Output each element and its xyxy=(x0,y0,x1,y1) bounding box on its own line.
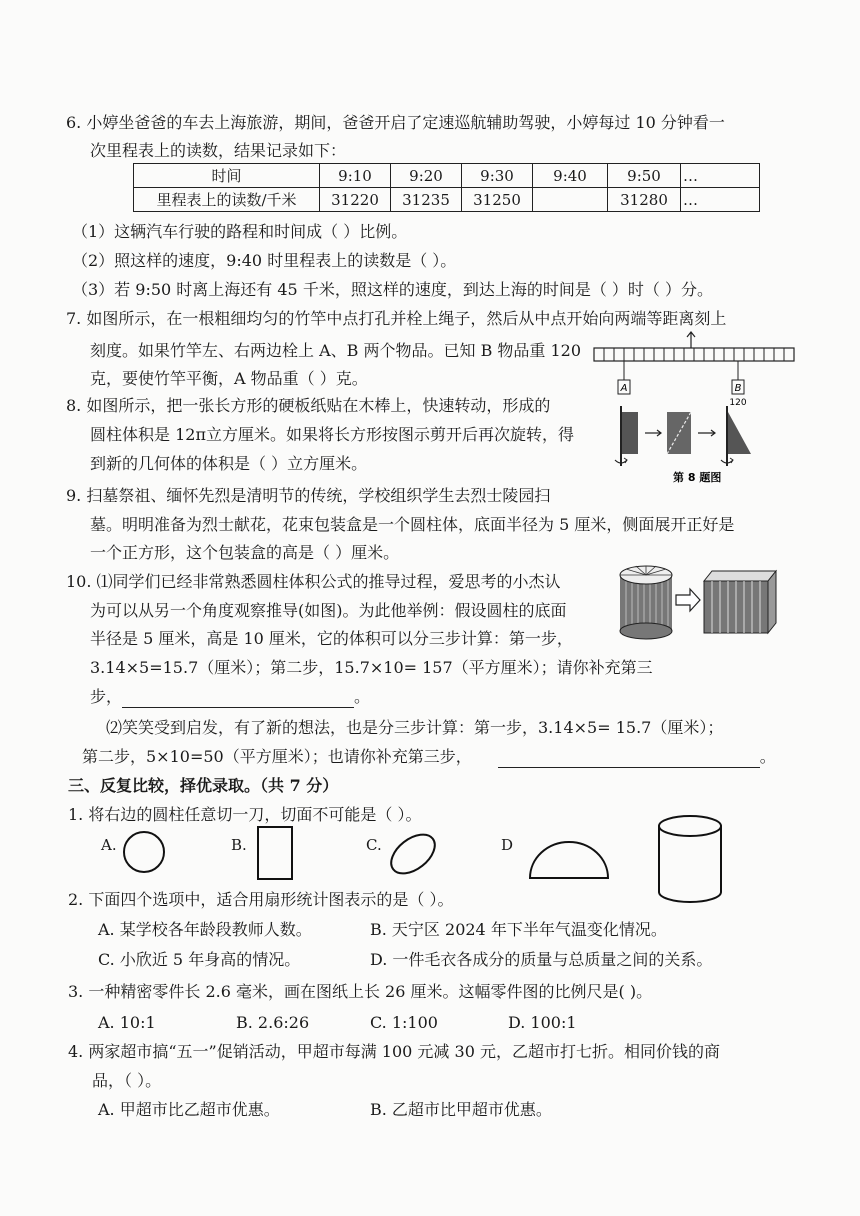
s3-q3-option-a: A. 10:1 xyxy=(98,1013,156,1032)
circle-shape xyxy=(120,830,170,876)
time-cell: 9:20 xyxy=(391,164,462,188)
time-cell: 9:30 xyxy=(462,164,533,188)
q10-line6: ⑵笑笑受到启发，有了新的想法，也是分三步计算：第一步，3.14×5= 15.7（厘米）； xyxy=(106,718,724,737)
option-d-label: D xyxy=(501,836,514,854)
section-title: 三、反复比较，择优录取。（共 7 分） xyxy=(68,776,339,795)
option-c-label: C. xyxy=(366,836,382,854)
q6-mileage-table xyxy=(133,163,760,212)
balance-pole-figure xyxy=(590,330,800,410)
weight-b-label: B xyxy=(734,383,742,394)
option-b-label: B. xyxy=(231,836,247,854)
s3-q2-option-c: C. 小欣近 5 年身高的情况。 xyxy=(98,950,301,969)
q8-line1: 8. 如图所示，把一张长方形的硬板纸贴在木棒上，快速转动，形成的 xyxy=(66,396,551,415)
table-row-label: 里程表上的读数/千米 xyxy=(134,188,320,212)
table-row xyxy=(134,164,760,188)
table-row xyxy=(134,188,760,212)
q6-sub1: （1）这辆汽车行驶的路程和时间成（ ）比例。 xyxy=(72,222,408,241)
rectangle-shape xyxy=(252,824,298,882)
s3-q2-stem: 2. 下面四个选项中，适合用扇形统计图表示的是（ ）。 xyxy=(68,890,454,909)
q10-line4: 3.14×5=15.7（厘米）；第二步，15.7×10= 157（平方厘米）；请你补充第三 xyxy=(90,658,653,677)
q9-line2: 墓。明明准备为烈士献花，花束包装盒是一个圆柱体，底面半径为 5 厘米，侧面展开正好是 xyxy=(90,515,735,534)
q6-sub3: （3）若 9:50 时离上海还有 45 千米，照这样的速度，到达上海的时间是（ ）时（ ）分。 xyxy=(72,280,713,299)
q10-line1: 10. ⑴同学们已经非常熟悉圆柱体积公式的推导过程，爱思考的小杰认 xyxy=(66,572,561,591)
time-cell: … xyxy=(681,164,760,188)
ellipse-shape xyxy=(384,828,444,880)
s3-q1-stem: 1. 将右边的圆柱任意切一刀，切面不可能是（ ）。 xyxy=(68,805,422,824)
reading-cell: 31220 xyxy=(320,188,391,212)
s3-q2-option-b: B. 天宁区 2024 年下半年气温变化情况。 xyxy=(370,920,667,939)
weight-b-note: 120 xyxy=(729,398,747,408)
q9-line1: 9. 扫墓祭祖、缅怀先烈是清明节的传统，学校组织学生去烈士陵园扫 xyxy=(66,486,551,505)
q6-line1: 6. 小婷坐爸爸的车去上海旅游，期间，爸爸开启了定速巡航辅助驾驶，小婷每过 10 分钟看一 xyxy=(66,113,725,132)
reading-cell: … xyxy=(681,188,760,212)
q7-line2: 刻度。如果竹竿左、右两边栓上 A、B 两个物品。已知 B 物品重 120 xyxy=(90,341,582,360)
q6-sub2: （2）照这样的速度，9:40 时里程表上的读数是（ ）。 xyxy=(72,251,457,270)
q8-line2: 圆柱体积是 12π立方厘米。如果将长方形按图示剪开后再次旋转，得 xyxy=(90,425,574,444)
weight-a-label: A xyxy=(620,383,628,394)
cylinder-rearrange-figure xyxy=(612,563,782,643)
s3-q3-option-c: C. 1:100 xyxy=(370,1013,438,1032)
q9-line3: 一个正方形，这个包装盒的高是（ ）厘米。 xyxy=(90,543,400,562)
s3-q4-option-a: A. 甲超市比乙超市优惠。 xyxy=(98,1100,280,1119)
option-a-label: A. xyxy=(101,836,117,854)
figure-caption: 第 8 题图 xyxy=(673,471,722,484)
q10-line5 xyxy=(90,686,370,708)
table-header-label: 时间 xyxy=(134,164,320,188)
q10-line7 xyxy=(82,746,776,768)
time-cell: 9:10 xyxy=(320,164,391,188)
q8-line3: 到新的几何体的体积是（ ）立方厘米。 xyxy=(90,454,368,473)
s3-q2-option-a: A. 某学校各年龄段教师人数。 xyxy=(98,920,312,939)
cylinder-shape xyxy=(652,812,728,908)
answer-blank[interactable] xyxy=(498,749,760,768)
q10-line5-suffix: 。 xyxy=(354,687,371,706)
reading-cell xyxy=(533,188,608,212)
q7-line1: 7. 如图所示，在一根粗细均匀的竹竿中点打孔并栓上绳子，然后从中点开始向两端等距离刻上 xyxy=(66,309,727,328)
s3-q4-line1: 4. 两家超市搞“五一”促销活动，甲超市每满 100 元减 30 元，乙超市打七折。相同价钱的商 xyxy=(68,1042,720,1061)
answer-blank[interactable] xyxy=(122,689,354,708)
rotation-figure xyxy=(605,402,785,487)
s3-q3-option-b: B. 2.6:26 xyxy=(236,1013,310,1032)
q10-line7-suffix: 。 xyxy=(759,747,776,766)
reading-cell: 31235 xyxy=(391,188,462,212)
q10-line7-prefix: 第二步，5×10=50（平方厘米）；也请你补充第三步， xyxy=(82,747,472,766)
semicircle-shape xyxy=(526,838,612,884)
time-cell: 9:50 xyxy=(608,164,681,188)
reading-cell: 31250 xyxy=(462,188,533,212)
time-cell: 9:40 xyxy=(533,164,608,188)
reading-cell: 31280 xyxy=(608,188,681,212)
s3-q2-option-d: D. 一件毛衣各成分的质量与总质量之间的关系。 xyxy=(370,950,713,969)
s3-q4-line2: 品，（ ）。 xyxy=(92,1071,162,1090)
s3-q3-option-d: D. 100:1 xyxy=(508,1013,577,1032)
q7-line3: 克，要使竹竿平衡，A 物品重（ ）克。 xyxy=(90,369,368,388)
q10-line3: 半径是 5 厘米，高是 10 厘米，它的体积可以分三步计算：第一步， xyxy=(90,629,573,648)
s3-q4-option-b: B. 乙超市比甲超市优惠。 xyxy=(370,1100,552,1119)
q6-line2: 次里程表上的读数，结果记录如下： xyxy=(90,141,347,160)
q10-line2: 为可以从另一个角度观察推导(如图)。为此他举例：假设圆柱的底面 xyxy=(90,601,567,620)
q10-line5-prefix: 步， xyxy=(90,687,123,706)
s3-q3-stem: 3. 一种精密零件长 2.6 毫米，画在图纸上长 26 厘米。这幅零件图的比例尺是( )。 xyxy=(68,982,653,1001)
